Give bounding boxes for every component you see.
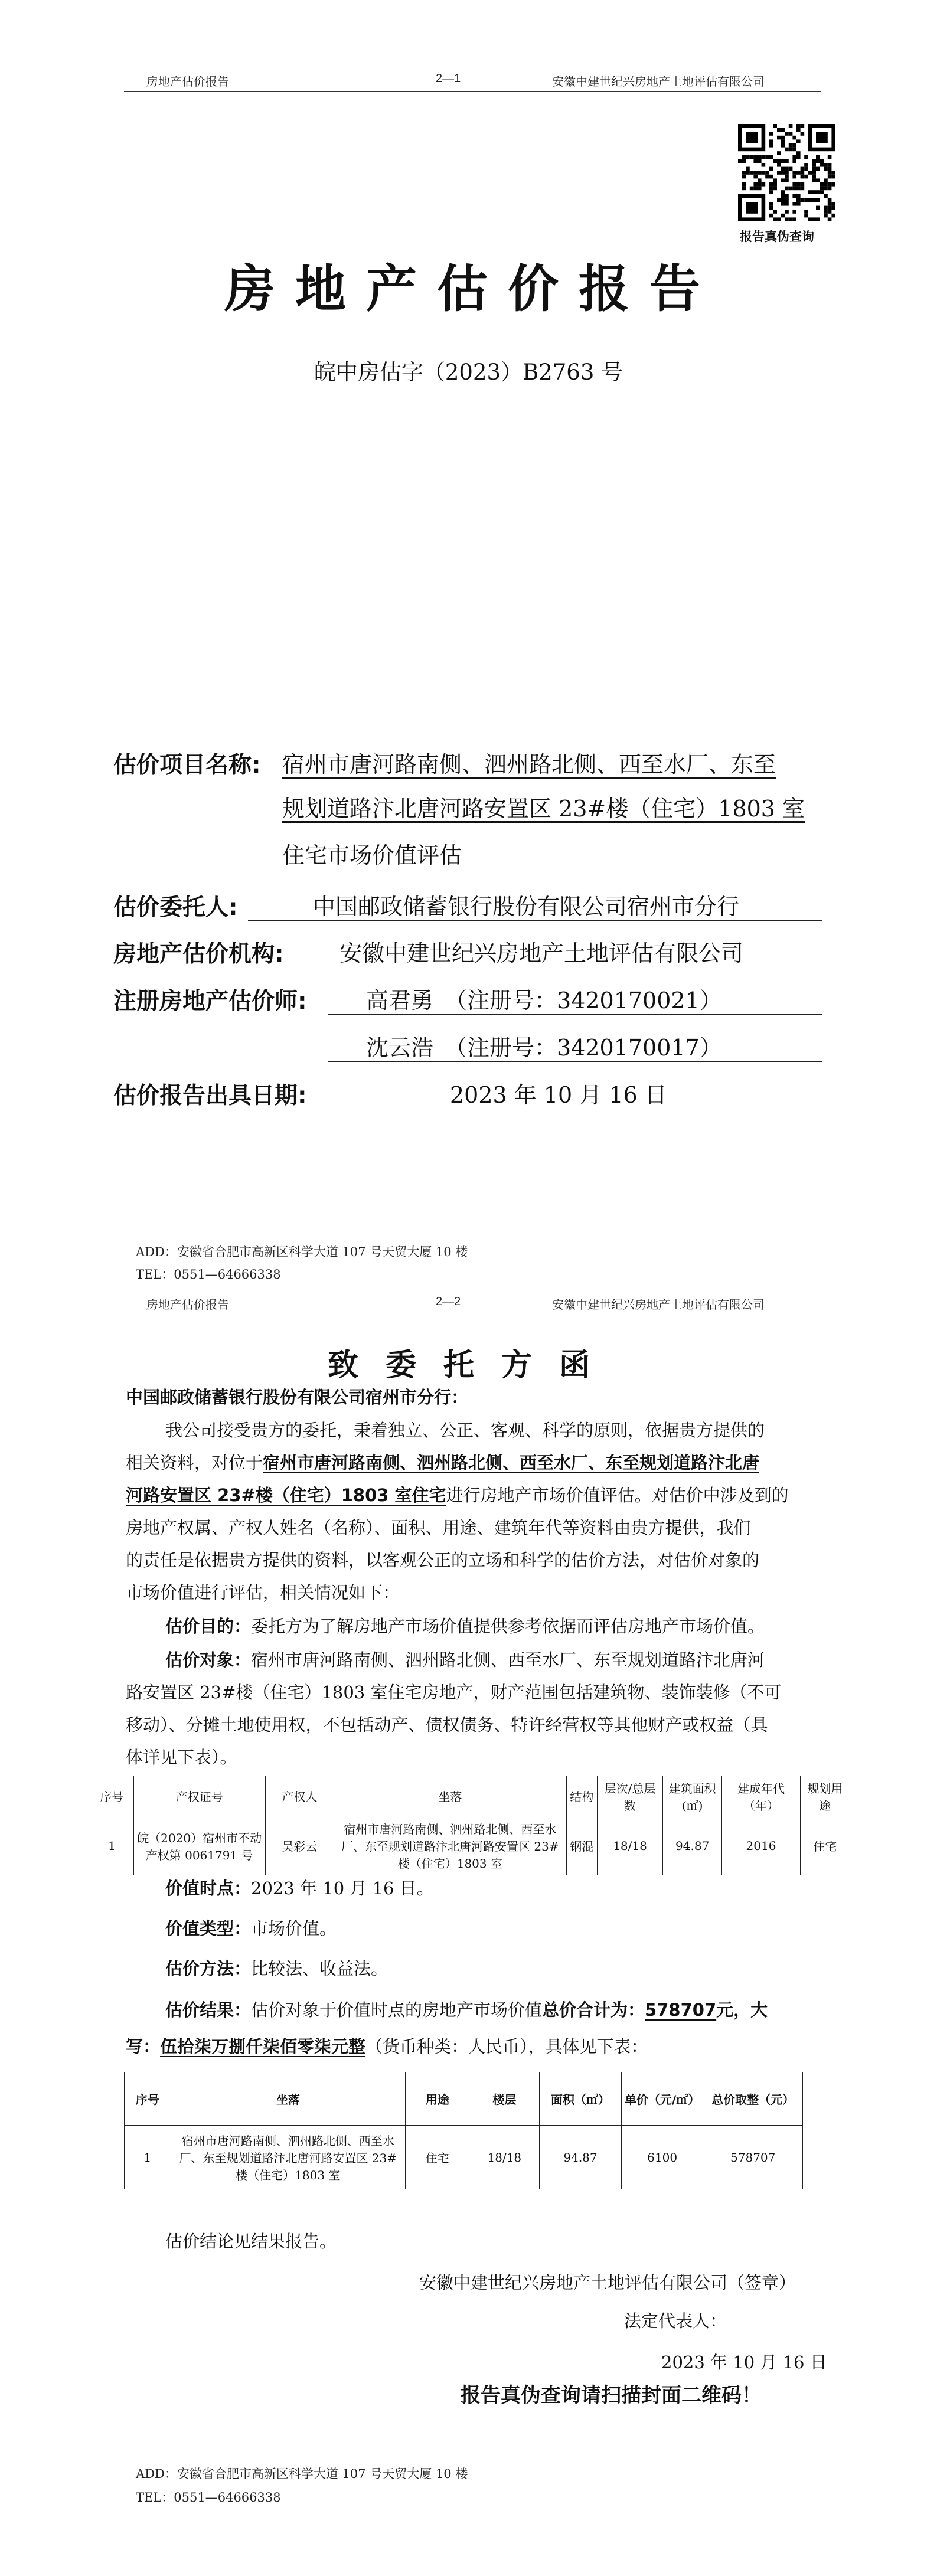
table-row <box>125 2126 803 2189</box>
signature-date: 2023 年 10 月 16 日 <box>661 2352 827 2372</box>
table-header: 产权人 <box>265 1776 334 1816</box>
result-line-2 <box>126 2031 648 2063</box>
result-text: 估价对象于价值时点的房地产市场价值 <box>251 2000 543 2020</box>
object-line-2: 路安置区 23#楼（住宅）1803 室住宅房地产，财产范围包括建筑物、装饰装修（不可 <box>126 1682 782 1702</box>
cell-total: 578707 <box>703 2126 803 2189</box>
client-value: 中国邮政储蓄银行股份有限公司宿州市分行 <box>313 894 740 920</box>
page-header-right: 安徽中建世纪兴房地产土地评估有限公司 <box>552 76 765 89</box>
table-header: 总价取整（元） <box>703 2072 803 2126</box>
result-upper-label: 写： <box>126 2036 161 2057</box>
appraiser-2-underline <box>328 1061 822 1062</box>
footer-tel: TEL：0551—64666338 <box>136 1267 281 1282</box>
cell-structure: 钢混 <box>566 1816 597 1875</box>
cell-unit-price: 6100 <box>621 2126 703 2189</box>
report-date-value: 2023 年 10 月 16 日 <box>450 1082 667 1108</box>
methods-line <box>165 1953 388 1985</box>
footer-tel: TEL：0551—64666338 <box>136 2490 281 2505</box>
qr-caption: 报告真伪查询 <box>740 230 814 244</box>
authenticity-notice: 报告真伪查询请扫描封面二维码！ <box>461 2384 762 2407</box>
cell-location: 宿州市唐河路南侧、泗州路北侧、西至水厂、东至规划道路汴北唐河路安置区 23#楼（住宅）1803 室 <box>334 1816 566 1875</box>
project-name-line-3: 住宅市场价值评估 <box>282 842 462 868</box>
letter-title: 致委托方函 <box>327 1348 617 1383</box>
table-header-row <box>90 1776 850 1816</box>
project-name-line-1: 宿州市唐河路南侧、泗州路北侧、西至水厂、东至 <box>282 751 776 777</box>
value-type-label: 价值类型： <box>165 1918 252 1938</box>
methods-label: 估价方法： <box>165 1959 252 1979</box>
legal-representative: 法定代表人： <box>624 2311 727 2331</box>
table-row <box>90 1816 850 1875</box>
page-header-left: 房地产估价报告 <box>146 1299 229 1312</box>
conclusion: 估价结论见结果报告。 <box>165 2231 337 2251</box>
property-address-cont: 河路安置区 23#楼（住宅）1803 室住宅 <box>126 1485 446 1505</box>
report-number: 皖中房估字（2023）B2763 号 <box>314 359 623 385</box>
appraiser-1-underline <box>328 1014 822 1015</box>
result-total-label: 总价合计为： <box>542 2000 645 2020</box>
report-date-label: 估价报告出具日期: <box>113 1083 307 1109</box>
cell-use: 住宅 <box>405 2126 469 2189</box>
cell-no: 1 <box>90 1816 134 1875</box>
cell-use: 住宅 <box>800 1816 850 1875</box>
qr-code-icon <box>738 124 835 221</box>
table-header: 层次/总层数 <box>598 1776 663 1816</box>
purpose-text: 委托方为了解房地产市场价值提供参考依据而评估房地产市场价值。 <box>251 1616 765 1636</box>
methods-text: 比较法、收益法。 <box>251 1959 388 1979</box>
cell-area: 94.87 <box>540 2126 622 2189</box>
footer-address: ADD：安徽省合肥市高新区科学大道 107 号天贸大厦 10 楼 <box>136 2467 468 2481</box>
object-text: 宿州市唐河路南侧、泗州路北侧、西至水厂、东至规划道路汴北唐河 <box>251 1650 765 1670</box>
cell-year: 2016 <box>722 1816 800 1875</box>
result-unit: 元，大 <box>716 2000 768 2020</box>
result-currency: （货币种类：人民币），具体见下表： <box>365 2036 648 2057</box>
intro-text: 相关资料，对位于 <box>126 1453 263 1473</box>
result-line-1 <box>165 1994 768 2026</box>
value-date-line <box>165 1872 434 1905</box>
client-label: 估价委托人: <box>113 894 238 921</box>
appraiser-2: 沈云浩 （注册号：3420170017） <box>366 1035 722 1061</box>
table-header: 结构 <box>566 1776 597 1816</box>
addressee: 中国邮政储蓄银行股份有限公司宿州市分行： <box>126 1387 469 1407</box>
valuation-table <box>124 2072 803 2189</box>
property-address: 宿州市唐河路南侧、泗州路北侧、西至水厂、东至规划道路汴北唐 <box>263 1453 760 1473</box>
intro-text: 进行房地产市场价值评估。对估价中涉及到的 <box>446 1485 789 1505</box>
appraisers-label: 注册房地产估价师: <box>113 988 307 1015</box>
table-header: 规划用途 <box>800 1776 850 1816</box>
table-header: 序号 <box>90 1776 134 1816</box>
result-label: 估价结果： <box>165 2000 252 2020</box>
table-header: 产权证号 <box>133 1776 265 1816</box>
intro-line-2 <box>126 1447 759 1479</box>
table-header: 用途 <box>405 2072 469 2126</box>
result-total-value: 578707 <box>645 2000 717 2020</box>
table-header: 序号 <box>125 2072 171 2126</box>
appraiser-1: 高君勇 （注册号：3420170021） <box>366 988 722 1014</box>
table-header: 面积（㎡） <box>540 2072 622 2126</box>
intro-line-1: 我公司接受贵方的委托，秉着独立、公正、客观、科学的原则，依据贵方提供的 <box>165 1420 765 1440</box>
cell-floor: 18/18 <box>598 1816 663 1875</box>
object-line-3: 移动）、分摊土地使用权，不包括动产、债权债务、特许经营权等其他财产或权益（具 <box>126 1715 768 1735</box>
intro-line-5: 的责任是依据贵方提供的资料，以客观公正的立场和科学的估价方法，对估价对象的 <box>126 1550 760 1570</box>
intro-line-6: 市场价值进行评估，相关情况如下： <box>126 1583 400 1603</box>
object-label: 估价对象： <box>165 1650 252 1670</box>
page-header-left: 房地产估价报告 <box>146 76 229 89</box>
value-date-text: 2023 年 10 月 16 日。 <box>251 1878 434 1898</box>
cell-cert: 皖（2020）宿州市不动产权第 0061791 号 <box>133 1816 265 1875</box>
table-header: 楼层 <box>469 2072 540 2126</box>
object-line-4: 体详见下表）。 <box>126 1747 237 1767</box>
page-header-number: 2—1 <box>436 72 461 85</box>
agency-label: 房地产估价机构: <box>113 941 284 967</box>
company-signature: 安徽中建世纪兴房地产土地评估有限公司（签章） <box>419 2273 796 2293</box>
intro-line-3 <box>126 1479 789 1512</box>
footer-address: ADD：安徽省合肥市高新区科学大道 107 号天贸大厦 10 楼 <box>136 1245 468 1259</box>
table-header: 单价（元/㎡） <box>621 2072 703 2126</box>
purpose-line <box>165 1610 765 1643</box>
result-upper-value: 伍拾柒万捌仟柒佰零柒元整 <box>160 2036 366 2057</box>
object-line-1 <box>165 1644 765 1676</box>
cell-owner: 吴彩云 <box>265 1816 334 1875</box>
purpose-label: 估价目的： <box>165 1616 252 1636</box>
table-header: 坐落 <box>171 2072 405 2126</box>
project-name-label: 估价项目名称: <box>113 752 261 779</box>
header-rule <box>124 91 821 92</box>
project-name-line-2: 规划道路汴北唐河路安置区 23#楼（住宅）1803 室 <box>282 796 805 822</box>
cell-floor: 18/18 <box>469 2126 540 2189</box>
client-underline <box>248 920 822 921</box>
page-header-number: 2—2 <box>436 1295 461 1308</box>
value-date-label: 价值时点： <box>165 1878 252 1898</box>
page-header-right: 安徽中建世纪兴房地产土地评估有限公司 <box>552 1299 765 1312</box>
agency-value: 安徽中建世纪兴房地产土地评估有限公司 <box>339 940 744 966</box>
intro-line-4: 房地产权属、产权人姓名（名称）、面积、用途、建筑年代等资料由贵方提供，我们 <box>126 1518 751 1538</box>
cell-location: 宿州市唐河路南侧、泗州路北侧、西至水厂、东至规划道路汴北唐河路安置区 23#楼（住宅）1803 室 <box>171 2126 405 2189</box>
table-header: 建成年代（年） <box>722 1776 800 1816</box>
property-table <box>90 1776 850 1875</box>
table-header: 坐落 <box>334 1776 566 1816</box>
table-header: 建筑面积(㎡) <box>663 1776 722 1816</box>
value-type-text: 市场价值。 <box>251 1918 337 1938</box>
value-type-line <box>165 1913 337 1945</box>
cell-no: 1 <box>125 2126 171 2189</box>
report-title: 房地产估价报告 <box>224 259 720 319</box>
table-header-row <box>125 2072 803 2126</box>
cell-area: 94.87 <box>663 1816 722 1875</box>
